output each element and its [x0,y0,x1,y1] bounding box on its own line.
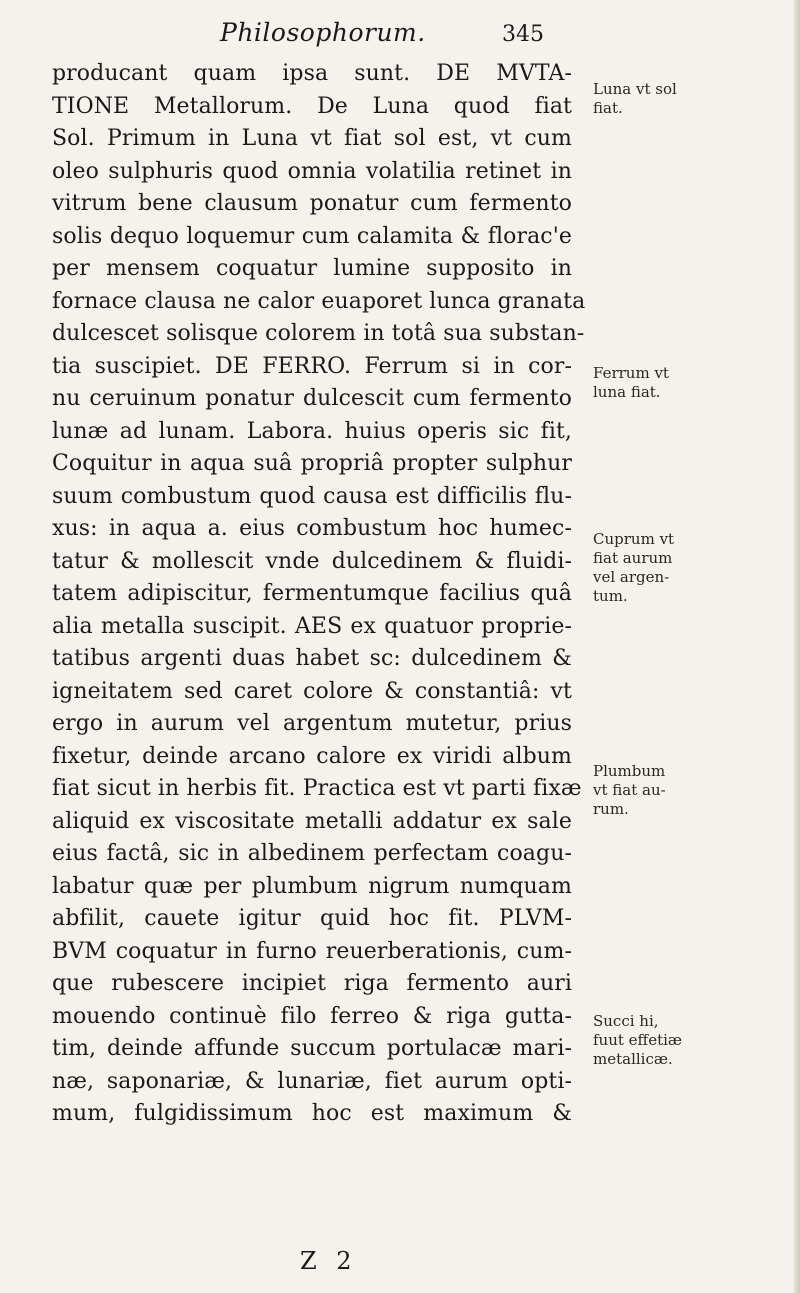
text-line: dulcescet solisque colorem in totâ sua substan- [52,321,585,346]
margin-note-plumbum [593,762,703,819]
text-line: solis dequo loquemur cum calamita & florac'e [52,223,572,249]
text-line: Sol. Primum in Luna vt fiat sol est, vt cum [52,126,572,151]
text-line: næ, saponariæ, & lunariæ, fiet aurum opti- [52,1068,572,1094]
margin-note-line: vel argen- [593,568,670,586]
signature-mark: Z 2 [300,1247,358,1275]
margin-note-line: fuut effetiæ [593,1031,683,1049]
text-line: abfilit, cauete igitur quid hoc fit. PLVM- [52,906,572,931]
margin-note-luna [593,80,703,118]
text-line: que rubescere incipiet riga fermento auri [52,971,572,996]
page-edge [794,0,800,1293]
margin-note-line: luna fiat. [593,383,661,401]
body-text [52,58,586,1131]
text-line: per mensem coquatur lumine supposito in [52,256,572,281]
margin-note-ferrum [593,364,703,402]
margin-note-line: Plumbum [593,762,666,780]
text-line: labatur quæ per plumbum nigrum numquam [52,873,572,899]
text-line: oleo sulphuris quod omnia volatilia retinet in [52,158,572,184]
text-line: fiat sicut in herbis fit. Practica est vt parti fixæ [52,776,582,801]
text-line: mouendo continuè filo ferreo & riga gutta- [52,1003,572,1029]
page-number: 345 [502,22,544,47]
text-line: eius factâ, sic in albedinem perfectam coagu- [52,841,572,866]
text-line: nu ceruinum ponatur dulcescit cum fermento [52,386,572,411]
margin-note-line: fiat. [593,99,623,117]
text-line: mum, fulgidissimum hoc est maximum & [52,1101,572,1126]
text-line: tatem adipiscitur, fermentumque facilius quâ [52,581,572,606]
margin-note-line: Succi hi, [593,1012,659,1030]
margin-note-line: Cuprum vt [593,530,675,548]
text-line: aliquid ex viscositate metalli addatur ex sale [52,808,572,834]
running-head: Philosophorum. [220,18,426,47]
text-line: fornace clausa ne calor euaporet lunca granata [52,288,586,314]
margin-note-line: rum. [593,800,629,818]
margin-note-line: fiat aurum [593,549,673,567]
text-line: tim, deinde affunde succum portulacæ mari- [52,1036,572,1061]
margin-note-line: tum. [593,587,628,605]
text-line: suum combustum quod causa est difficilis flu- [52,483,572,509]
text-line: producant quam ipsa sunt. DE MVTA- [52,61,572,86]
margin-note-succi [593,1012,703,1069]
margin-note-line: metallicæ. [593,1050,673,1068]
text-line: tatibus argenti duas habet sc: dulcedinem & [52,646,572,671]
text-line: tatur & mollescit vnde dulcedinem & fluidi- [52,548,572,574]
margin-note-cuprum [593,530,703,606]
text-line: TIONE Metallorum. De Luna quod fiat [52,93,572,119]
margin-note-line: vt fiat au- [593,781,666,799]
text-line: alia metalla suscipit. AES ex quatuor proprie- [52,613,572,639]
text-line: BVM coquatur in furno reuerberationis, cum- [52,938,572,964]
margin-note-line: Luna vt sol [593,80,677,98]
text-line: tia suscipiet. DE FERRO. Ferrum si in cor- [52,353,572,379]
page-header [200,18,560,54]
text-line: lunæ ad lunam. Labora. huius operis sic fit, [52,418,572,444]
margin-note-line: Ferrum vt [593,364,669,382]
text-line: Coquitur in aqua suâ propriâ propter sulphur [52,451,572,476]
text-line: fixetur, deinde arcano calore ex viridi album [52,743,572,769]
text-line: igneitatem sed caret colore & constantiâ: vt [52,678,572,704]
text-line: vitrum bene clausum ponatur cum fermento [52,191,572,216]
text-line: ergo in aurum vel argentum mutetur, prius [52,711,572,736]
text-line: xus: in aqua a. eius combustum hoc humec- [52,516,572,541]
